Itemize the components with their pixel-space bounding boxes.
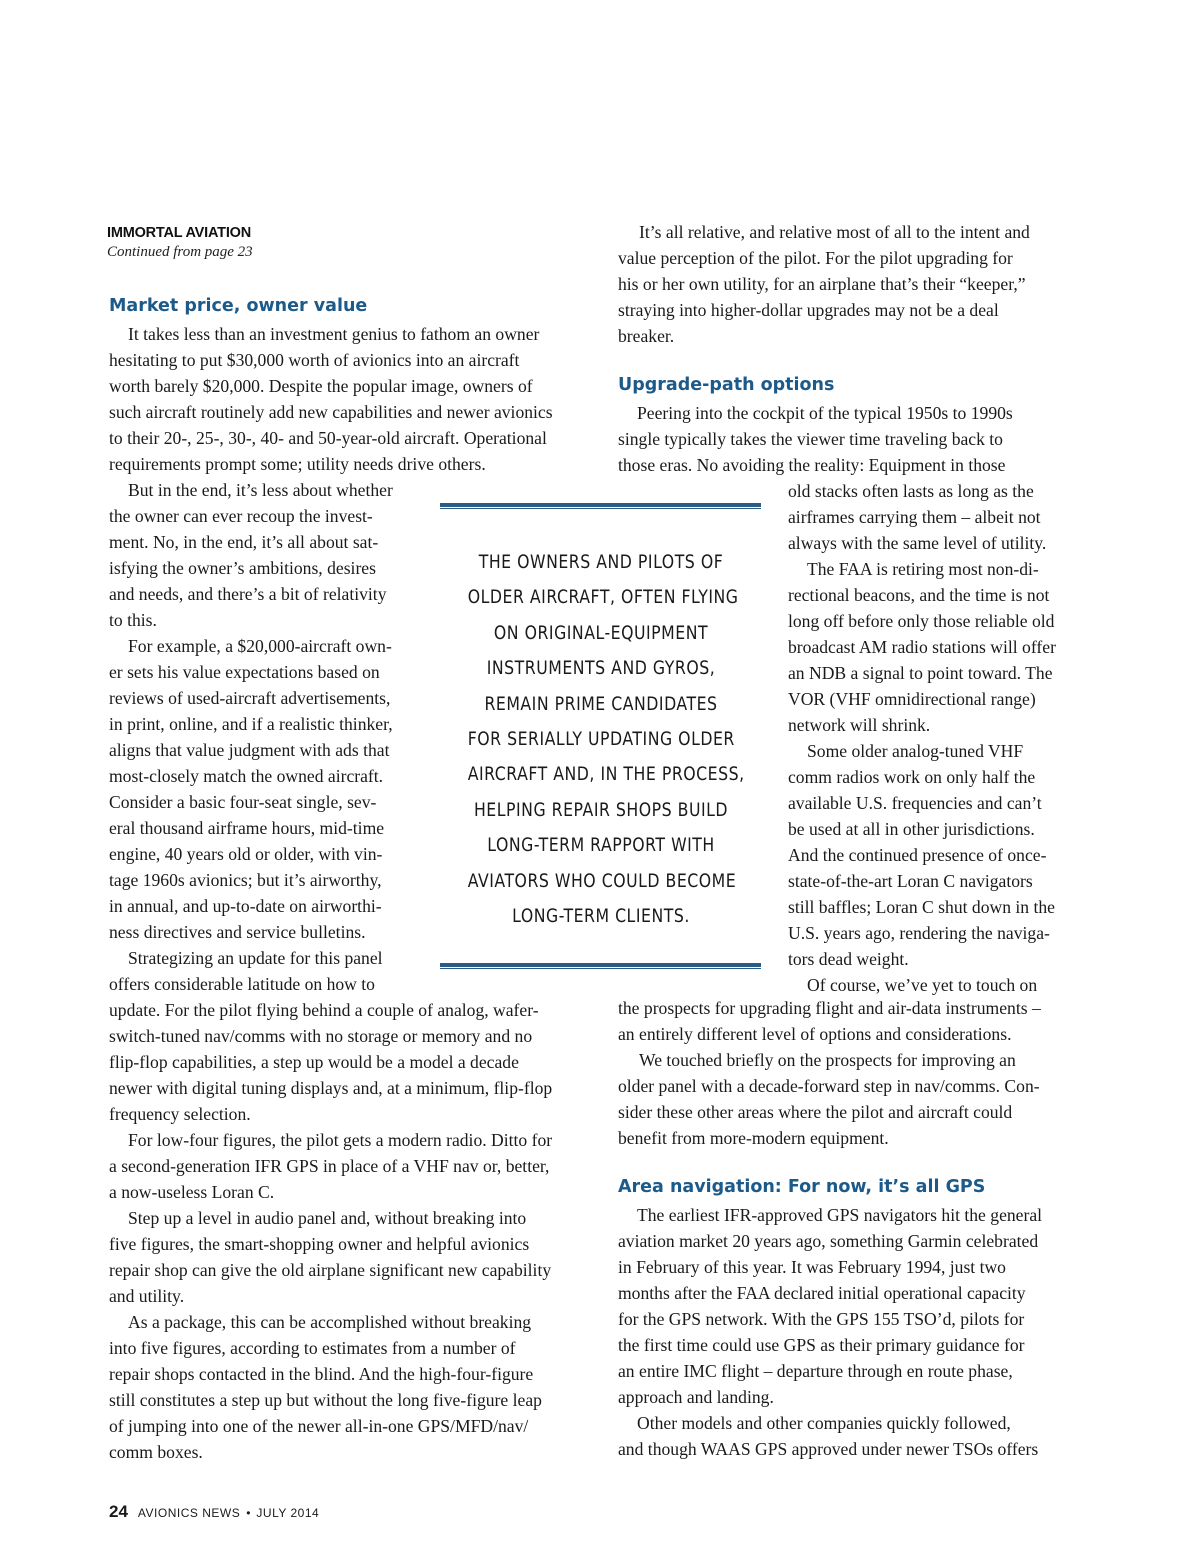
text-line: value perception of the pilot. For the pilot upgrading for	[618, 248, 1013, 268]
pull-quote	[467, 545, 745, 934]
heading-market-price: Market price, owner value	[109, 296, 368, 316]
text-line: those eras. No avoiding the reality: Equipment in those	[618, 455, 1006, 475]
text-line: offers considerable latitude on how to	[109, 974, 375, 994]
text-line: Consider a basic four-seat single, sev-	[109, 792, 377, 812]
magazine-name: AVIONICS NEWS	[137, 1506, 241, 1520]
text-line: most-closely match the owned aircraft.	[109, 766, 384, 786]
text-line: Strategizing an update for this panel	[128, 948, 383, 968]
text-line: his or her own utility, for an airplane that’s their “keeper,”	[618, 274, 1026, 294]
section-label: IMMORTAL AVIATION	[107, 225, 252, 241]
text-line: flip-flop capabilities, a step up would be a model a decade	[109, 1052, 519, 1072]
text-line: Some older analog-tuned VHF	[807, 741, 1024, 761]
text-line: state-of-the-art Loran C navigators	[788, 871, 1033, 891]
text-line: er sets his value expectations based on	[109, 662, 380, 682]
text-line: switch-tuned nav/comms with no storage or memory and no	[109, 1026, 533, 1046]
pullquote-bottom-rule	[440, 963, 761, 969]
text-line: still constitutes a step up but without the long five-figure leap	[109, 1390, 542, 1410]
text-line: aviation market 20 years ago, something Garmin celebrated	[618, 1231, 1039, 1251]
text-line: and though WAAS GPS approved under newer TSOs offers	[618, 1439, 1039, 1459]
heading-upgrade-path: Upgrade-path options	[618, 375, 835, 395]
text-line: ness directives and service bulletins.	[109, 922, 366, 942]
text-line: an NDB a signal to point toward. The	[788, 663, 1053, 683]
pull-quote-line: FOR SERIALLY UPDATING OLDER	[467, 729, 735, 751]
pull-quote-line: LONG-TERM CLIENTS.	[512, 906, 690, 928]
pull-quote-line: OLDER AIRCRAFT, OFTEN FLYING	[467, 587, 739, 609]
text-line: airframes carrying them – albeit not	[788, 507, 1041, 527]
text-line: tors dead weight.	[788, 949, 909, 969]
text-line: We touched briefly on the prospects for improving an	[639, 1050, 1016, 1070]
text-line: It takes less than an investment genius to fathom an owner	[128, 324, 540, 344]
text-line: a second-generation IFR GPS in place of a VHF nav or, better,	[109, 1156, 550, 1176]
text-line: requirements prompt some; utility needs drive others.	[109, 454, 486, 474]
text-line: such aircraft routinely add new capabilities and newer avionics	[109, 402, 553, 422]
text-line: benefit from more-modern equipment.	[618, 1128, 889, 1148]
text-line: months after the FAA declared initial operational capacity	[618, 1283, 1026, 1303]
text-line: comm boxes.	[109, 1442, 203, 1462]
text-line: straying into higher-dollar upgrades may not be a deal	[618, 300, 999, 320]
pull-quote-line: ON ORIGINAL-EQUIPMENT	[493, 622, 709, 644]
text-line: the first time could use GPS as their primary guidance for	[618, 1335, 1025, 1355]
text-line: VOR (VHF omnidirectional range)	[788, 689, 1036, 709]
text-line: always with the same level of utility.	[788, 533, 1047, 553]
text-line: in February of this year. It was February 1994, just two	[618, 1257, 1006, 1277]
pullquote-top-rule	[440, 503, 761, 509]
text-line: network will shrink.	[788, 715, 931, 735]
text-line: of jumping into one of the newer all-in-one GPS/MFD/nav/	[109, 1416, 529, 1436]
text-line: still baffles; Loran C shut down in the	[788, 897, 1055, 917]
text-line: Of course, we’ve yet to touch on	[807, 975, 1038, 995]
text-line: eral thousand airframe hours, mid-time	[109, 818, 385, 838]
continued-from-note: Continued from page 23	[107, 244, 253, 260]
text-line: The earliest IFR-approved GPS navigators hit the general	[637, 1205, 1043, 1225]
text-line: long off before only those reliable old	[788, 611, 1055, 631]
text-line: Peering into the cockpit of the typical 1950s to 1990s	[637, 403, 1013, 423]
text-line: an entirely different level of options and considerations.	[618, 1024, 1012, 1044]
text-line: But in the end, it’s less about whether	[128, 480, 393, 500]
text-line: old stacks often lasts as long as the	[788, 481, 1034, 501]
text-line: For low-four figures, the pilot gets a modern radio. Ditto for	[128, 1130, 553, 1150]
text-line: reviews of used-aircraft advertisements,	[109, 688, 391, 708]
text-line: Other models and other companies quickly followed,	[637, 1413, 1011, 1433]
page-number: 24	[109, 1502, 128, 1521]
text-line: older panel with a decade-forward step in nav/comms. Con-	[618, 1076, 1040, 1096]
text-line: engine, 40 years old or older, with vin-	[109, 844, 383, 864]
pull-quote-line: INSTRUMENTS AND GYROS,	[486, 658, 716, 680]
pull-quote-line: THE OWNERS AND PILOTS OF	[478, 552, 724, 573]
text-line: to this.	[109, 610, 157, 630]
text-line: into five figures, according to estimates from a number of	[109, 1338, 516, 1358]
text-line: isfying the owner’s ambitions, desires	[109, 558, 376, 578]
text-line: an entire IMC flight – departure through en route phase,	[618, 1361, 1013, 1381]
text-line: And the continued presence of once-	[788, 845, 1047, 865]
pull-quote-line: AIRCRAFT AND, IN THE PROCESS,	[467, 764, 745, 786]
text-line: be used at all in other jurisdictions.	[788, 819, 1035, 839]
pull-quote-line: AVIATORS WHO COULD BECOME	[467, 870, 737, 892]
text-line: available U.S. frequencies and can’t	[788, 793, 1042, 813]
text-line: the owner can ever recoup the invest-	[109, 506, 373, 526]
text-line: sider these other areas where the pilot and aircraft could	[618, 1102, 1013, 1122]
text-line: and needs, and there’s a bit of relativity	[109, 584, 387, 604]
text-line: approach and landing.	[618, 1387, 774, 1407]
text-line: update. For the pilot flying behind a couple of analog, wafer-	[109, 1000, 539, 1020]
text-line: As a package, this can be accomplished without breaking	[128, 1312, 532, 1332]
text-line: newer with digital tuning displays and, at a minimum, flip-flop	[109, 1078, 553, 1098]
pull-quote-line: HELPING REPAIR SHOPS BUILD	[473, 799, 729, 821]
text-line: aligns that value judgment with ads that	[109, 740, 390, 760]
footer-separator: •	[246, 1506, 251, 1520]
text-line: U.S. years ago, rendering the naviga-	[788, 923, 1050, 943]
text-line: for the GPS network. With the GPS 155 TSO’d, pilots for	[618, 1309, 1025, 1329]
text-line: a now-useless Loran C.	[109, 1182, 275, 1202]
text-line: For example, a $20,000-aircraft own-	[128, 636, 392, 656]
text-line: comm radios work on only half the	[788, 767, 1036, 787]
text-line: The FAA is retiring most non-di-	[807, 559, 1039, 579]
issue-date: JULY 2014	[256, 1506, 320, 1520]
text-line: to their 20-, 25-, 30-, 40- and 50-year-old aircraft. Operational	[109, 428, 547, 448]
text-line: frequency selection.	[109, 1104, 251, 1124]
text-line: tage 1960s avionics; but it’s airworthy,	[109, 870, 382, 890]
text-line: It’s all relative, and relative most of all to the intent and	[639, 222, 1030, 242]
text-line: single typically takes the viewer time traveling back to	[618, 429, 1003, 449]
text-line: Step up a level in audio panel and, without breaking into	[128, 1208, 527, 1228]
text-line: five figures, the smart-shopping owner and helpful avionics	[109, 1234, 530, 1254]
text-line: broadcast AM radio stations will offer	[788, 637, 1056, 657]
text-line: hesitating to put $30,000 worth of avionics into an aircraft	[109, 350, 520, 370]
text-line: in print, online, and if a realistic thinker,	[109, 714, 393, 734]
text-line: rectional beacons, and the time is not	[788, 585, 1050, 605]
text-line: worth barely $20,000. Despite the popular image, owners of	[109, 376, 533, 396]
page-footer	[109, 1502, 319, 1522]
text-line: breaker.	[618, 326, 675, 346]
text-line: repair shops contacted in the blind. And the high-four-figure	[109, 1364, 534, 1384]
pull-quote-line: REMAIN PRIME CANDIDATES	[484, 693, 718, 715]
text-line: repair shop can give the old airplane significant new capability	[109, 1260, 552, 1280]
text-line: the prospects for upgrading flight and air-data instruments –	[618, 998, 1041, 1018]
text-line: and utility.	[109, 1286, 185, 1306]
text-line: in annual, and up-to-date on airworthi-	[109, 896, 382, 916]
heading-area-navigation: Area navigation: For now, it’s all GPS	[618, 1177, 986, 1197]
text-line: ment. No, in the end, it’s all about sat-	[109, 532, 379, 552]
pull-quote-line: LONG-TERM RAPPORT WITH	[487, 835, 715, 857]
